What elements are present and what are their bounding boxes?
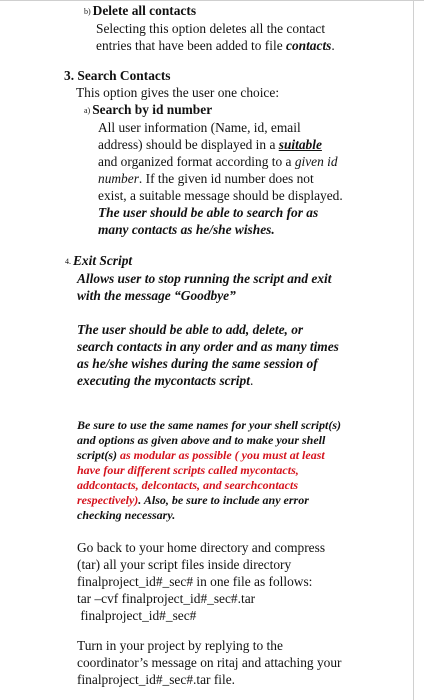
delete-all-heading bbox=[84, 2, 196, 20]
suitable-emphasis: suitable bbox=[278, 137, 322, 152]
note-modular-requirement: as modular as possible ( you must at least bbox=[120, 448, 325, 462]
note-respectively: respectively) bbox=[77, 493, 139, 507]
tar-command: tar –cvf finalproject_id#_sec#.tar bbox=[77, 591, 256, 606]
turnin-line-3: finalproject_id#_sec#.tar file. bbox=[77, 672, 236, 687]
contacts-file-name: contacts bbox=[286, 38, 332, 53]
note-line-7: checking necessary. bbox=[77, 508, 176, 522]
tar-command-dir: finalproject_id#_sec# bbox=[77, 608, 197, 623]
turnin-line-2: coordinator’s message on ritaj and attaching your bbox=[77, 655, 342, 670]
search-line-3 bbox=[98, 153, 338, 170]
search-by-id-title: Search by id number bbox=[92, 102, 213, 117]
search-intro: This option gives the user one choice: bbox=[76, 85, 280, 100]
search-line-6: The user should be able to search for as bbox=[98, 205, 319, 220]
note-line-3 bbox=[77, 448, 325, 463]
search-line-7: many contacts as he/she wishes. bbox=[98, 222, 275, 237]
search-line-4 bbox=[98, 170, 314, 187]
search-line-2 bbox=[98, 136, 322, 153]
turnin-line-1: Turn in your project by replying to the bbox=[77, 638, 283, 653]
delete-all-title: Delete all contacts bbox=[92, 3, 197, 18]
requirement-line-2: search contacts in any order and as many times bbox=[77, 339, 339, 354]
exit-heading bbox=[65, 252, 132, 270]
requirement-line-3: as he/she wishes during the same session of bbox=[77, 356, 318, 371]
delete-all-line-2-text: entries that have been added to file bbox=[96, 38, 286, 53]
exit-marker: 4. bbox=[65, 257, 71, 266]
exit-line-2: with the message “Goodbye” bbox=[77, 288, 236, 303]
search-line-4-text: . If the given id number does not bbox=[138, 171, 314, 186]
note-line-4: have four different scripts called mycontacts, bbox=[77, 463, 299, 477]
top-rule bbox=[0, 0, 424, 1]
given-id-emphasis: given id bbox=[294, 154, 338, 169]
note-line-1: Be sure to use the same names for your shell script(s) bbox=[77, 418, 342, 432]
search-line-2-text: address) should be displayed in a bbox=[98, 137, 279, 152]
search-sub-heading bbox=[84, 101, 212, 119]
right-rule bbox=[413, 0, 414, 700]
compress-line-1: Go back to your home directory and compress bbox=[77, 540, 326, 555]
search-heading: 3. Search Contacts bbox=[64, 68, 171, 83]
requirement-line-4 bbox=[77, 372, 253, 389]
note-line-2: and options as given above and to make your shell bbox=[77, 433, 326, 447]
search-line-3-text: and organized format according to a bbox=[98, 154, 295, 169]
delete-all-line-2 bbox=[96, 37, 335, 54]
requirement-line-1: The user should be able to add, delete, or bbox=[77, 322, 304, 337]
sub-item-marker: a) bbox=[84, 106, 91, 115]
item-marker: b) bbox=[84, 7, 91, 16]
exit-title: Exit Script bbox=[73, 253, 133, 268]
note-line-3-text: script(s) bbox=[77, 448, 120, 462]
search-line-1: All user information (Name, id, email bbox=[98, 120, 301, 135]
compress-line-3: finalproject_id#_sec# in one file as follows: bbox=[77, 574, 313, 589]
note-line-6 bbox=[77, 493, 309, 508]
number-emphasis: number bbox=[98, 171, 139, 186]
note-line-5: addcontacts, delcontacts, and searchcontacts bbox=[77, 478, 298, 492]
note-line-6-text: . Also, be sure to include any error bbox=[138, 493, 309, 507]
requirement-line-4-text: executing the mycontacts script bbox=[77, 373, 250, 388]
delete-all-line-2-end: . bbox=[331, 38, 335, 53]
exit-line-1: Allows user to stop running the script and exit bbox=[77, 271, 332, 286]
requirement-line-4-end: . bbox=[249, 373, 254, 388]
compress-line-2: (tar) all your script files inside directory bbox=[77, 557, 292, 572]
delete-all-line-1: Selecting this option deletes all the contact bbox=[96, 21, 326, 36]
search-line-5: exist, a suitable message should be displayed. bbox=[98, 188, 343, 203]
